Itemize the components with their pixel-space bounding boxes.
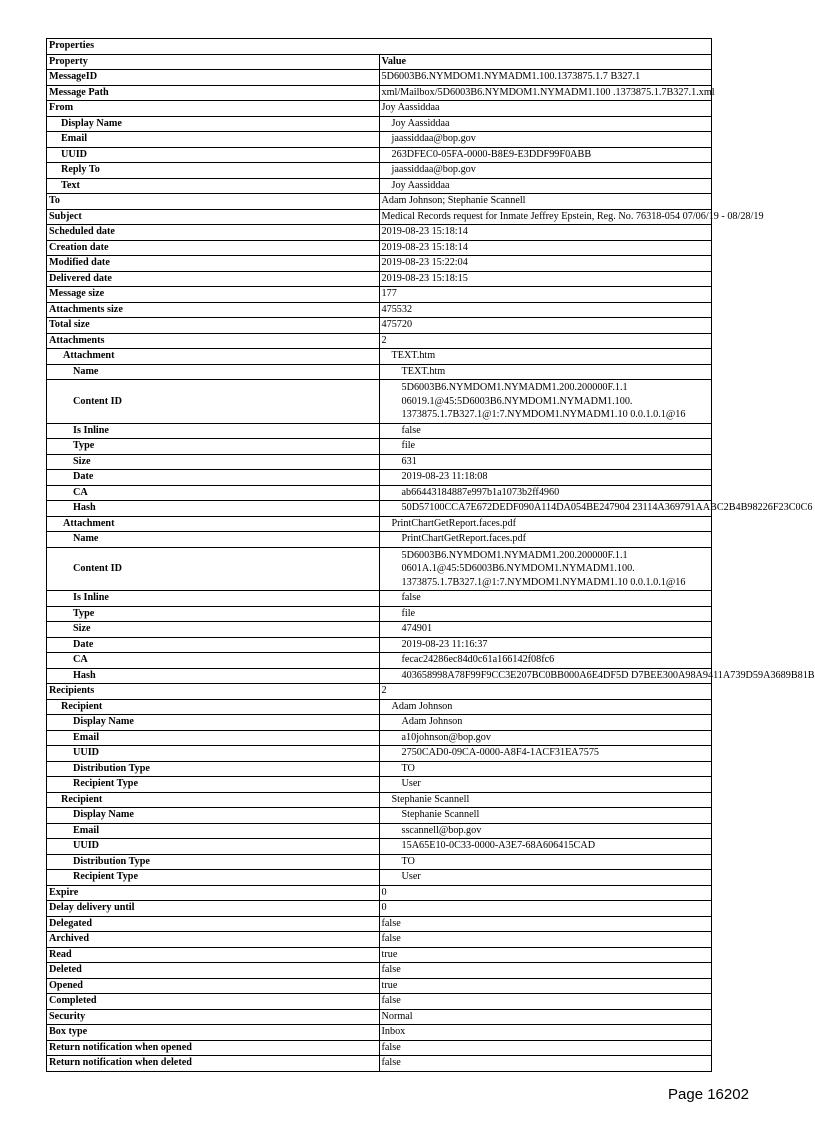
property-label: UUID <box>47 147 380 163</box>
property-value: Adam Johnson; Stephanie Scannell <box>379 194 712 210</box>
property-label: Recipients <box>47 684 380 700</box>
property-label: Email <box>47 730 380 746</box>
property-label: Size <box>47 454 380 470</box>
property-label: Deleted <box>47 963 380 979</box>
property-value: 50D57100CCA7E672DEDF090A114DA054BE247904 23114A369791AABC2B4B98226F23C0C6 <box>379 501 712 517</box>
property-label: Distribution Type <box>47 761 380 777</box>
property-label: UUID <box>47 746 380 762</box>
property-label: Completed <box>47 994 380 1010</box>
property-label: Name <box>47 532 380 548</box>
table-row <box>47 901 712 917</box>
content-id-line: 5D6003B6.NYMDOM1.NYMADM1.200.200000F.1.1 <box>401 549 628 561</box>
property-value: 2019-08-23 15:18:14 <box>379 225 712 241</box>
table-row <box>47 116 712 132</box>
table-row <box>47 653 712 669</box>
property-value: a10johnson@bop.gov <box>379 730 712 746</box>
property-label: Display Name <box>47 715 380 731</box>
property-value: Medical Records request for Inmate Jeffrey Epstein, Reg. No. 76318-054 07/06/19 - 08/28/19 <box>379 209 712 225</box>
table-row <box>47 839 712 855</box>
content-id-line: 06019.1@45:5D6003B6.NYMDOM1.NYMADM1.100. <box>401 395 633 407</box>
property-value: User <box>379 870 712 886</box>
table-row <box>47 746 712 762</box>
property-value: Joy Aassiddaa <box>379 178 712 194</box>
property-label: Return notification when deleted <box>47 1056 380 1072</box>
property-label: Name <box>47 364 380 380</box>
property-label: Recipient Type <box>47 777 380 793</box>
property-label: CA <box>47 653 380 669</box>
property-value: jaassiddaa@bop.gov <box>379 163 712 179</box>
table-row <box>47 1009 712 1025</box>
table-row <box>47 808 712 824</box>
property-value: 403658998A78F99F9CC3E207BC0BB000A6E4DF5D D7BEE300A98A9411A739D59A3689B81B <box>379 668 712 684</box>
property-label: CA <box>47 485 380 501</box>
attachment-label: Attachment <box>47 349 380 365</box>
table-row <box>47 606 712 622</box>
table-row <box>47 271 712 287</box>
table-row <box>47 501 712 517</box>
table-row <box>47 668 712 684</box>
property-value: 2019-08-23 11:16:37 <box>379 637 712 653</box>
property-value: 2019-08-23 11:18:08 <box>379 470 712 486</box>
property-label: Content ID <box>47 547 380 591</box>
property-value: false <box>379 963 712 979</box>
table-row <box>47 1056 712 1072</box>
property-value: false <box>379 591 712 607</box>
property-value: 631 <box>379 454 712 470</box>
property-label: Delay delivery until <box>47 901 380 917</box>
property-value: false <box>379 932 712 948</box>
property-label: Content ID <box>47 380 380 424</box>
property-value: Inbox <box>379 1025 712 1041</box>
property-value: file <box>379 606 712 622</box>
content-id-line: 1373875.1.7B327.1@1:7.NYMDOM1.NYMADM1.10 0.0.1.0.1@16 <box>401 576 686 588</box>
property-label: Message size <box>47 287 380 303</box>
table-row <box>47 932 712 948</box>
property-label: Message Path <box>47 85 380 101</box>
table-row <box>47 101 712 117</box>
property-value: 474901 <box>379 622 712 638</box>
property-label: Total size <box>47 318 380 334</box>
table-row <box>47 947 712 963</box>
table-row <box>47 287 712 303</box>
value-column-header: Value <box>379 54 712 70</box>
table-row <box>47 1025 712 1041</box>
property-value: 475532 <box>379 302 712 318</box>
attachment-value: TEXT.htm <box>379 349 712 365</box>
property-value: 2 <box>379 684 712 700</box>
property-label: Security <box>47 1009 380 1025</box>
table-row <box>47 870 712 886</box>
property-label: Attachments <box>47 333 380 349</box>
property-value: xml/Mailbox/5D6003B6.NYMDOM1.NYMADM1.100 .1373875.1.7B327.1.xml <box>379 85 712 101</box>
attachment-row <box>47 349 712 365</box>
table-row <box>47 439 712 455</box>
property-label: Box type <box>47 1025 380 1041</box>
table-row <box>47 333 712 349</box>
recipient-label: Recipient <box>47 792 380 808</box>
property-value: 15A65E10-0C33-0000-A3E7-68A606415CAD <box>379 839 712 855</box>
property-label: To <box>47 194 380 210</box>
table-row <box>47 885 712 901</box>
table-row <box>47 364 712 380</box>
property-label: Hash <box>47 668 380 684</box>
table-row <box>47 485 712 501</box>
properties-sheet <box>46 38 815 1072</box>
table-row <box>47 715 712 731</box>
property-value: TO <box>379 761 712 777</box>
property-value: fecac24286ec84d0c61a166142f08fc6 <box>379 653 712 669</box>
property-value: 263DFEC0-05FA-0000-B8E9-E3DDF99F0ABB <box>379 147 712 163</box>
recipient-value: Stephanie Scannell <box>379 792 712 808</box>
property-value: TO <box>379 854 712 870</box>
property-label: Size <box>47 622 380 638</box>
property-value: true <box>379 947 712 963</box>
property-label: MessageID <box>47 70 380 86</box>
property-label: Is Inline <box>47 423 380 439</box>
property-value: Normal <box>379 1009 712 1025</box>
column-header-row <box>47 54 712 70</box>
table-title: Properties <box>47 39 712 55</box>
property-value: false <box>379 1056 712 1072</box>
content-id-line: 0601A.1@45:5D6003B6.NYMDOM1.NYMADM1.100. <box>401 563 635 574</box>
table-row <box>47 1040 712 1056</box>
content-id-value <box>379 547 712 591</box>
table-row <box>47 823 712 839</box>
property-label: Subject <box>47 209 380 225</box>
table-row <box>47 423 712 439</box>
recipient-label: Recipient <box>47 699 380 715</box>
table-row <box>47 225 712 241</box>
attachment-value: PrintChartGetReport.faces.pdf <box>379 516 712 532</box>
table-row <box>47 591 712 607</box>
table-row <box>47 132 712 148</box>
property-value: 2 <box>379 333 712 349</box>
property-value: ab66443184887e997b1a1073b2ff4960 <box>379 485 712 501</box>
property-label: Hash <box>47 501 380 517</box>
property-value: 0 <box>379 885 712 901</box>
table-row <box>47 256 712 272</box>
property-label: Opened <box>47 978 380 994</box>
property-label: Delivered date <box>47 271 380 287</box>
property-value: TEXT.htm <box>379 364 712 380</box>
property-value: Stephanie Scannell <box>379 808 712 824</box>
property-label: Display Name <box>47 808 380 824</box>
properties-table <box>46 38 815 1072</box>
table-row <box>47 994 712 1010</box>
property-value: false <box>379 423 712 439</box>
table-row <box>47 684 712 700</box>
property-label: Date <box>47 470 380 486</box>
property-label: UUID <box>47 839 380 855</box>
table-row <box>47 163 712 179</box>
property-label: Date <box>47 637 380 653</box>
property-label: From <box>47 101 380 117</box>
property-label: Type <box>47 606 380 622</box>
table-row <box>47 547 712 591</box>
property-label: Recipient Type <box>47 870 380 886</box>
recipient-value: Adam Johnson <box>379 699 712 715</box>
property-label: Distribution Type <box>47 854 380 870</box>
table-row <box>47 470 712 486</box>
property-label: Delegated <box>47 916 380 932</box>
table-row <box>47 637 712 653</box>
page-number: Page 16202 <box>668 1086 749 1103</box>
property-value: true <box>379 978 712 994</box>
property-label: Email <box>47 132 380 148</box>
table-row <box>47 730 712 746</box>
attachment-label: Attachment <box>47 516 380 532</box>
table-row <box>47 454 712 470</box>
property-value: false <box>379 916 712 932</box>
table-row <box>47 85 712 101</box>
recipient-row <box>47 792 712 808</box>
recipient-row <box>47 699 712 715</box>
table-row <box>47 854 712 870</box>
table-row <box>47 916 712 932</box>
table-row <box>47 70 712 86</box>
property-value: 2019-08-23 15:18:14 <box>379 240 712 256</box>
table-title-row <box>47 39 712 55</box>
property-label: Return notification when opened <box>47 1040 380 1056</box>
table-row <box>47 777 712 793</box>
property-label: Attachments size <box>47 302 380 318</box>
table-row <box>47 240 712 256</box>
property-value: 475720 <box>379 318 712 334</box>
property-label: Read <box>47 947 380 963</box>
table-row <box>47 963 712 979</box>
attachment-row <box>47 516 712 532</box>
property-label: Modified date <box>47 256 380 272</box>
property-label: Scheduled date <box>47 225 380 241</box>
property-value: jaassiddaa@bop.gov <box>379 132 712 148</box>
table-row <box>47 761 712 777</box>
property-value: Adam Johnson <box>379 715 712 731</box>
property-value: 2019-08-23 15:18:15 <box>379 271 712 287</box>
property-label: Email <box>47 823 380 839</box>
property-value: 177 <box>379 287 712 303</box>
property-label: Is Inline <box>47 591 380 607</box>
property-value: PrintChartGetReport.faces.pdf <box>379 532 712 548</box>
property-label: Type <box>47 439 380 455</box>
property-value: false <box>379 994 712 1010</box>
table-row <box>47 622 712 638</box>
content-id-line: 1373875.1.7B327.1@1:7.NYMDOM1.NYMADM1.10 0.0.1.0.1@16 <box>401 409 686 420</box>
property-label: Creation date <box>47 240 380 256</box>
property-value: 5D6003B6.NYMDOM1.NYMADM1.100.1373875.1.7 B327.1 <box>379 70 712 86</box>
property-value: Joy Aassiddaa <box>379 116 712 132</box>
property-value: sscannell@bop.gov <box>379 823 712 839</box>
property-label: Archived <box>47 932 380 948</box>
table-row <box>47 209 712 225</box>
property-label: Display Name <box>47 116 380 132</box>
property-label: Reply To <box>47 163 380 179</box>
table-row <box>47 318 712 334</box>
property-value: false <box>379 1040 712 1056</box>
table-row <box>47 194 712 210</box>
table-row <box>47 380 712 424</box>
property-value: 2750CAD0-09CA-0000-A8F4-1ACF31EA7575 <box>379 746 712 762</box>
table-row <box>47 178 712 194</box>
table-row <box>47 532 712 548</box>
property-value: User <box>379 777 712 793</box>
content-id-line: 5D6003B6.NYMDOM1.NYMADM1.200.200000F.1.1 <box>401 382 628 393</box>
property-value: file <box>379 439 712 455</box>
table-row <box>47 147 712 163</box>
property-value: 0 <box>379 901 712 917</box>
property-value: 2019-08-23 15:22:04 <box>379 256 712 272</box>
property-column-header: Property <box>47 54 380 70</box>
content-id-value <box>379 380 712 424</box>
table-row <box>47 978 712 994</box>
table-row <box>47 302 712 318</box>
property-value: Joy Aassiddaa <box>379 101 712 117</box>
property-label: Text <box>47 178 380 194</box>
property-label: Expire <box>47 885 380 901</box>
